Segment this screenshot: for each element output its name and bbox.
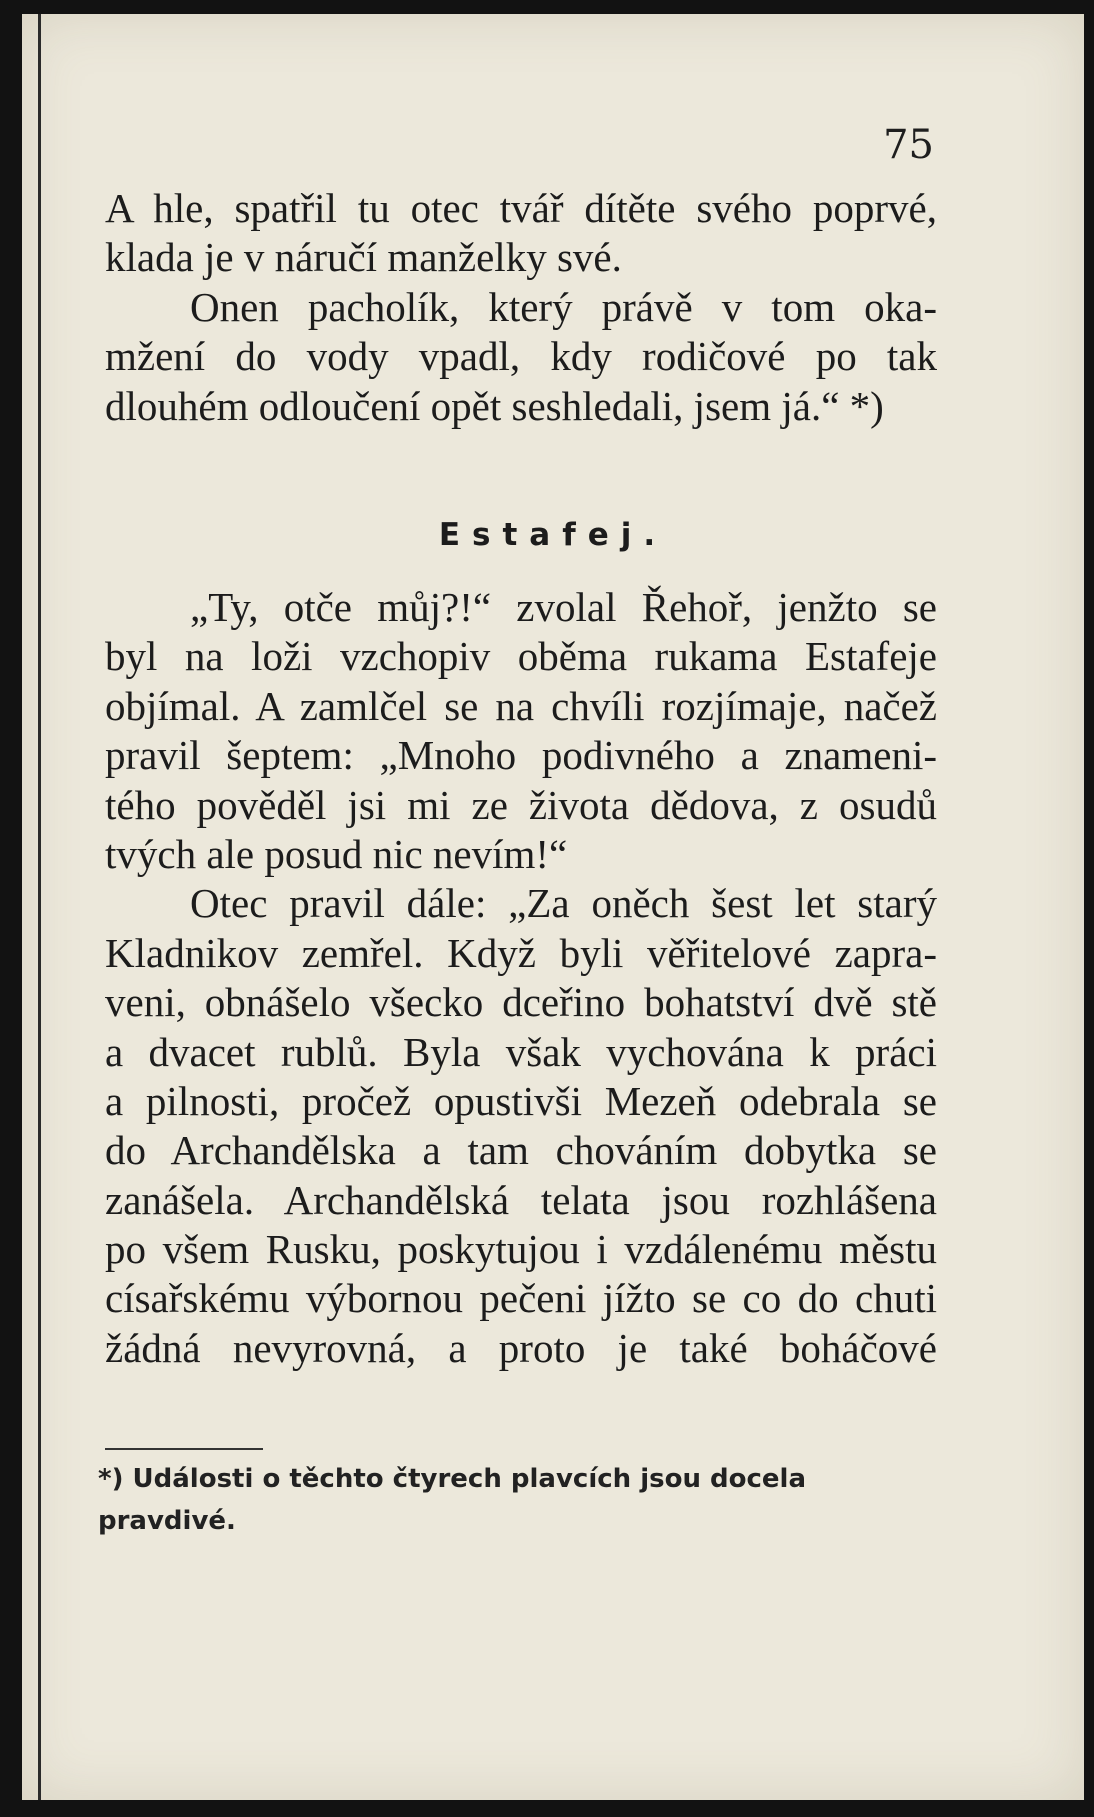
main-text-2 <box>105 583 937 1373</box>
footnote-rule <box>105 1448 263 1450</box>
text-line: tého pověděl jsi mi ze života dědova, z osudů <box>105 781 937 828</box>
paragraph-2 <box>105 283 937 431</box>
text-line: klada je v náručí manželky své. <box>105 234 622 281</box>
text-line: tvých ale posud nic nevím!“ <box>105 830 568 877</box>
text-line: do Archandělska a tam chováním dobytka se <box>105 1127 937 1174</box>
paragraph-1 <box>105 184 937 283</box>
text-line: „Ty, otče můj?!“ zvolal Řehoř, jenžto se <box>190 584 937 630</box>
paragraph-3 <box>105 583 937 879</box>
binding-line <box>38 14 41 1800</box>
text-line: a pilnosti, pročež opustivši Mezeň odebrala se <box>105 1077 937 1124</box>
text-line: císařskému výbornou pečeni jížto se co do chuti <box>105 1275 937 1322</box>
text-line: byl na loži vzchopiv oběma rukama Estafeje <box>105 633 937 680</box>
text-line: Onen pacholík, který právě v tom oka- <box>190 283 937 330</box>
book-page <box>22 14 1084 1800</box>
text-line: a dvacet rublů. Byla však vychována k práci <box>105 1028 937 1075</box>
section-heading: Estafej. <box>438 517 668 553</box>
text-line: Otec pravil dále: „Za oněch šest let starý <box>190 880 937 927</box>
footnote: *) Události o těchto čtyrech plavcích jsou docela pravdivé. <box>98 1464 807 1536</box>
text-line: dlouhém odloučení opět seshledali, jsem já.“ *) <box>105 382 884 429</box>
main-text <box>105 184 937 431</box>
text-line: po všem Rusku, poskytujou i vzdálenému městu <box>105 1226 937 1273</box>
text-line: A hle, spatřil tu otec tvář dítěte svého poprvé, <box>105 185 937 231</box>
page-number: 75 <box>883 122 934 168</box>
text-line: objímal. A zamlčel se na chvíli rozjímaje, načež <box>105 682 937 729</box>
text-line: veni, obnášelo všecko dceřino bohatství dvě stě <box>105 979 937 1026</box>
text-line: zanášela. Archandělská telata jsou rozhlášena <box>105 1176 937 1223</box>
paragraph-4 <box>105 879 937 1373</box>
text-line: Kladnikov zemřel. Když byli věřitelové zapra- <box>105 929 937 976</box>
text-line: pravil šeptem: „Mnoho podivného a znameni- <box>105 732 937 779</box>
text-line: mžení do vody vpadl, kdy rodičové po tak <box>105 333 937 380</box>
text-line: žádná nevyrovná, a proto je také boháčové <box>105 1324 937 1371</box>
